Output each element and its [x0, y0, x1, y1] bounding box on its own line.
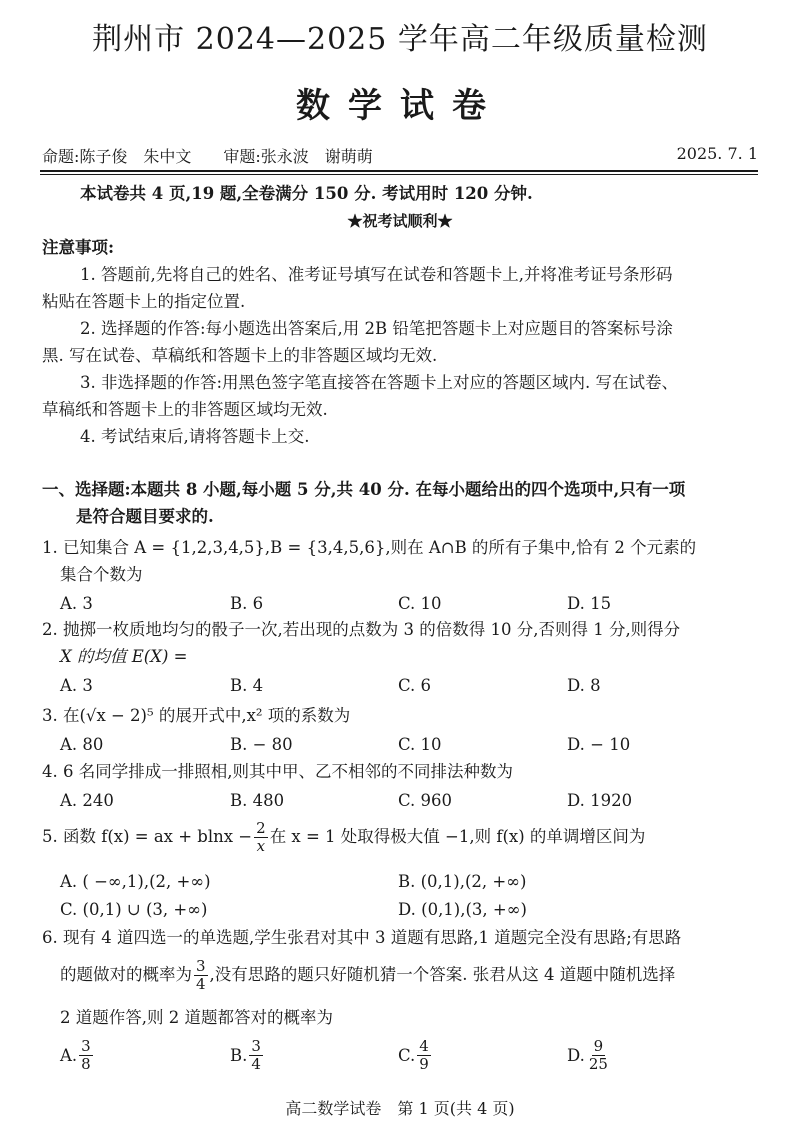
q6-option-b-fraction — [249, 1038, 263, 1072]
q6-line-2-fraction — [194, 958, 208, 992]
q6-option-b-num: 3 — [251, 1037, 261, 1055]
exam-date: 2025. 7. 1 — [676, 144, 758, 163]
q6-line-2-prefix: 的题做对的概率为 — [60, 964, 192, 984]
q2-option-b: B. 4 — [230, 676, 264, 695]
q2-option-a: A. 3 — [60, 676, 93, 695]
q6-option-a — [60, 1038, 95, 1072]
q2-line-1: 2. 抛掷一枚质地均匀的骰子一次,若出现的点数为 3 的倍数得 10 分,否则得 1 分,则得分 — [42, 620, 681, 639]
q6-option-d-num: 9 — [593, 1037, 604, 1055]
note-3-line-2: 草稿纸和答题卡上的非答题区域均无效. — [42, 400, 328, 419]
q6-line-2-frac-den: 4 — [196, 974, 206, 993]
q5-suffix: 在 x = 1 处取得极大值 −1,则 f(x) 的单调增区间为 — [269, 826, 646, 846]
note-2-line-2: 黑. 写在试卷、草稿纸和答题卡上的非答题区域均无效. — [42, 346, 438, 365]
q5-fraction — [254, 820, 268, 854]
q1-line-1: 1. 已知集合 A = {1,2,3,4,5},B = {3,4,5,6},则在 A∩B 的所有子集中,恰有 2 个元素的 — [42, 538, 697, 557]
note-4-line-1: 4. 考试结束后,请将答题卡上交. — [80, 427, 310, 446]
q6-option-c — [398, 1038, 433, 1072]
q5-frac-den: x — [256, 836, 266, 855]
q1-option-b: B. 6 — [230, 594, 264, 613]
q6-option-a-den: 8 — [81, 1054, 91, 1073]
q3-option-a: A. 80 — [60, 735, 104, 754]
section-1-line-2: 是符合题目要求的. — [76, 507, 214, 526]
q6-option-a-num: 3 — [81, 1037, 91, 1055]
q6-option-d — [567, 1038, 612, 1072]
q4-option-a: A. 240 — [60, 791, 114, 810]
q6-option-a-label: A. — [60, 1045, 78, 1065]
q6-option-c-fraction — [417, 1038, 431, 1072]
page-footer: 高二数学试卷 第 1 页(共 4 页) — [285, 1099, 515, 1118]
q1-line-2: 集合个数为 — [60, 565, 143, 584]
q6-option-a-fraction — [79, 1038, 93, 1072]
exam-info: 本试卷共 4 页,19 题,全卷满分 150 分. 考试用时 120 分钟. — [80, 184, 533, 203]
q6-option-b-den: 4 — [251, 1054, 261, 1073]
q6-option-c-label: C. — [398, 1045, 416, 1065]
notes-heading: 注意事项: — [42, 238, 115, 257]
q4-option-c: C. 960 — [398, 791, 453, 810]
q5-prefix: 5. 函数 f(x) = ax + blnx − — [42, 826, 253, 846]
q6-option-b-label: B. — [230, 1045, 248, 1065]
q3-option-c: C. 10 — [398, 735, 442, 754]
header-rule-top — [40, 170, 758, 172]
q2-line-2: X 的均值 E(X) = — [60, 647, 188, 666]
q6-line-2-suffix: ,没有思路的题只好随机猜一个答案. 张君从这 4 道题中随机选择 — [209, 964, 676, 984]
q4-option-b: B. 480 — [230, 791, 285, 810]
note-2-line-1: 2. 选择题的作答:每小题选出答案后,用 2B 铅笔把答题卡上对应题目的答案标号涂 — [80, 319, 673, 338]
q2-option-c: C. 6 — [398, 676, 432, 695]
note-3-line-1: 3. 非选择题的作答:用黑色签字笔直接答在答题卡上对应的答题区域内. 写在试卷、 — [80, 373, 679, 392]
q5-line-1 — [42, 820, 645, 854]
q6-line-2-frac-num: 3 — [196, 957, 206, 975]
q6-option-c-den: 9 — [419, 1054, 429, 1073]
q6-line-2 — [60, 958, 675, 992]
q6-option-b — [230, 1038, 265, 1072]
section-1-line-1: 一、选择题:本题共 8 小题,每小题 5 分,共 40 分. 在每小题给出的四个选项中,只有一项 — [42, 480, 686, 499]
q6-option-c-num: 4 — [419, 1037, 429, 1055]
q4-line-1: 4. 6 名同学排成一排照相,则其中甲、乙不相邻的不同排法种数为 — [42, 762, 513, 781]
q5-frac-num: 2 — [256, 819, 266, 837]
note-1-line-2: 粘贴在答题卡上的指定位置. — [42, 292, 246, 311]
note-1-line-1: 1. 答题前,先将自己的姓名、准考证号填写在试卷和答题卡上,并将准考证号条形码 — [80, 265, 673, 284]
q1-option-a: A. 3 — [60, 594, 93, 613]
q6-line-1: 6. 现有 4 道四选一的单选题,学生张君对其中 3 道题有思路,1 道题完全没有思路;有思路 — [42, 928, 682, 947]
q5-option-c: C. (0,1) ∪ (3, +∞) — [60, 900, 208, 919]
q5-option-d: D. (0,1),(3, +∞) — [398, 900, 527, 919]
q4-option-d: D. 1920 — [567, 791, 633, 810]
q3-option-d: D. − 10 — [567, 735, 631, 754]
exam-title: 荆州市 2024—2025 学年高二年级质量检测 — [92, 22, 708, 57]
exam-subtitle: 数学试卷 — [296, 86, 504, 126]
header-rule-bottom — [40, 174, 758, 175]
q6-line-3: 2 道题作答,则 2 道题都答对的概率为 — [60, 1008, 333, 1027]
good-luck: ★祝考试顺利★ — [347, 212, 453, 230]
q3-line-1: 3. 在(√x − 2)⁵ 的展开式中,x² 项的系数为 — [42, 706, 351, 725]
q5-option-b: B. (0,1),(2, +∞) — [398, 872, 527, 891]
q2-option-d: D. 8 — [567, 676, 601, 695]
q1-option-c: C. 10 — [398, 594, 442, 613]
q5-option-a: A. ( −∞,1),(2, +∞) — [60, 872, 211, 891]
q1-option-d: D. 15 — [567, 594, 612, 613]
q3-option-b: B. − 80 — [230, 735, 293, 754]
q6-option-d-fraction — [587, 1038, 610, 1072]
q6-option-d-label: D. — [567, 1045, 585, 1065]
q6-option-d-den: 25 — [588, 1054, 608, 1073]
authors-line: 命题:陈子俊 朱中文 审题:张永波 谢萌萌 — [42, 147, 373, 166]
